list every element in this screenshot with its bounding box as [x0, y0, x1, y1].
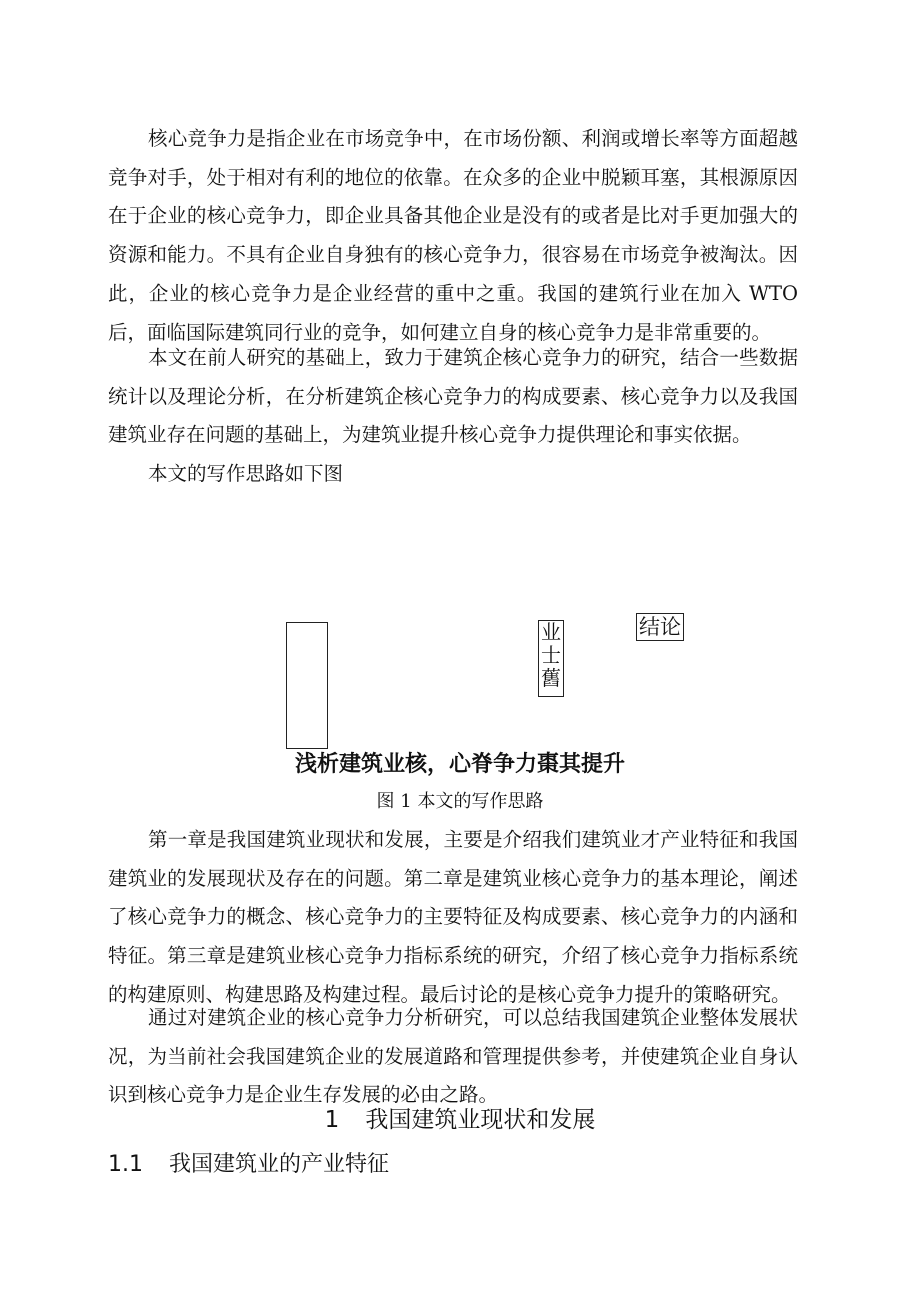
- diagram-box-middle-char: 业: [541, 620, 561, 644]
- paragraph-core-competence-definition: 核心竞争力是指企业在市场竞争中，在市场份额、利润或增长率等方面超越竞争对手，处于相对有利的地位的依靠。在众多的企业中脱颖耳塞，其根源原因在于企业的核心竞争力，即企业具备其他企业是没有的或者是比对手更加强大的资源和能力。不具有企业自身独有的核心竞争力，很容易在市场竞争被淘汰。因此，企业的核心竞争力是企业经营的重中之重。我国的建筑行业在加入 WTO 后，面临国际建筑同行业的竞争，如何建立自身的核心竞争力是非常重要的。: [108, 127, 798, 344]
- paragraph-research-purpose: 本文在前人研究的基础上，致力于建筑企核心竞争力的研究，结合一些数据统计以及理论分析，在分析建筑企核心竞争力的构成要素、核心竞争力以及我国建筑业存在问题的基础上，为建筑业提升核心竞争力提供理论和事实依据。: [108, 346, 798, 447]
- paragraph-significance: 通过对建筑企业的核心竞争力分析研究，可以总结我国建筑企业整体发展状况，为当前社会我国建筑企业的发展道路和管理提供参考，并使建筑企业自身认识到核心竞争力是企业生存发展的必由之路。: [108, 1006, 798, 1107]
- chapter-number: 1: [324, 1107, 340, 1133]
- paragraph-outline-intro: 本文的写作思路如下图: [148, 462, 344, 485]
- diagram-box-middle-char: 舊: [541, 666, 561, 690]
- section-number: 1.1: [108, 1152, 143, 1177]
- section-title: 我国建筑业的产业特征: [169, 1152, 390, 1177]
- figure-caption: 图 1 本文的写作思路: [376, 791, 544, 812]
- chapter-title: 我国建筑业现状和发展: [365, 1107, 596, 1133]
- section-heading: [108, 1147, 389, 1183]
- diagram-box-conclusion: 结论: [636, 613, 684, 641]
- chapter-heading: [100, 1102, 820, 1138]
- diagram-box-left: [286, 622, 328, 749]
- diagram-box-middle-char: 士: [541, 643, 561, 667]
- diagram-title: 浅析建筑业核，心脊争力棗其提升: [294, 752, 625, 777]
- paragraph-chapter-overview: 第一章是我国建筑业现状和发展，主要是介绍我们建筑业才产业特征和我国建筑业的发展现状及存在的问题。第二章是建筑业核心竞争力的基本理论，阐述了核心竞争力的概念、核心竞争力的主要特征及构成要素、核心竞争力的内涵和特征。第三章是建筑业核心竞争力指标系统的研究，介绍了核心竞争力指标系统的构建原则、构建思路及构建过程。最后讨论的是核心竞争力提升的策略研究。: [108, 828, 798, 1006]
- diagram-box-middle: [538, 620, 564, 697]
